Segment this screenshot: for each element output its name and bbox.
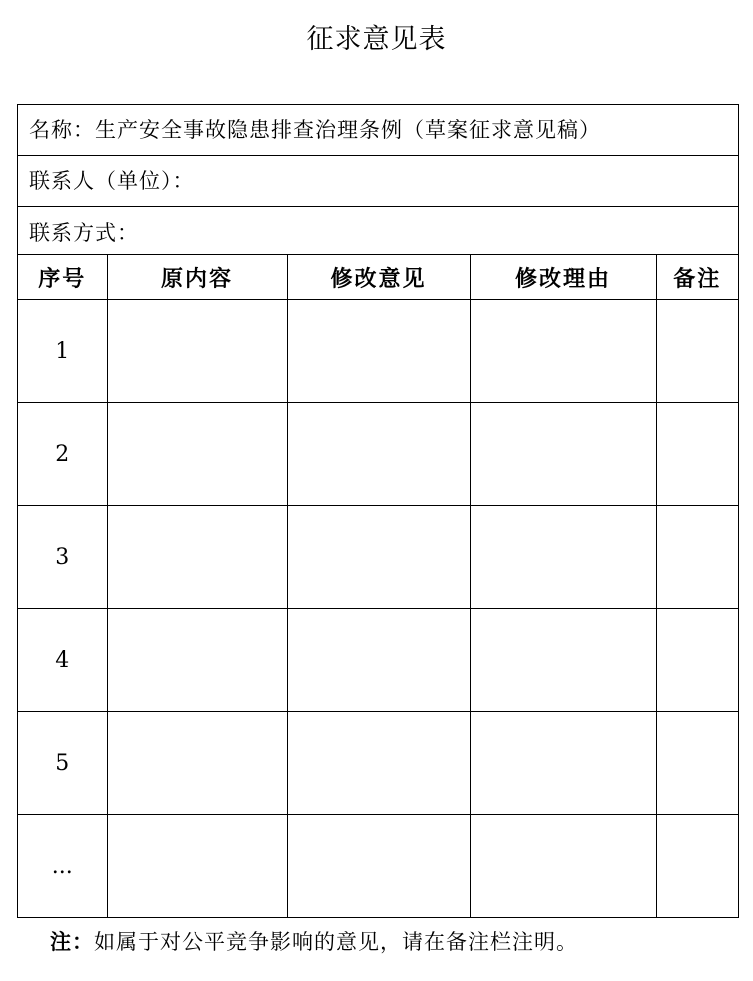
feedback-table xyxy=(18,255,738,917)
cell-original xyxy=(107,712,287,815)
cell-original xyxy=(107,300,287,403)
table-header-row xyxy=(18,255,738,300)
table-row xyxy=(18,403,738,506)
cell-note xyxy=(656,506,738,609)
cell-reason xyxy=(470,609,656,712)
cell-modification xyxy=(287,609,470,712)
cell-note xyxy=(656,300,738,403)
cell-original xyxy=(107,609,287,712)
cell-reason xyxy=(470,300,656,403)
name-row: 名称：生产安全事故隐患排查治理条例（草案征求意见稿） xyxy=(18,105,738,156)
cell-reason xyxy=(470,712,656,815)
cell-note xyxy=(656,609,738,712)
header-reason: 修改理由 xyxy=(470,255,656,300)
header-seq: 序号 xyxy=(18,255,107,300)
cell-modification xyxy=(287,403,470,506)
cell-seq: 4 xyxy=(18,609,107,712)
cell-modification xyxy=(287,712,470,815)
cell-original xyxy=(107,815,287,918)
feedback-form xyxy=(17,104,739,918)
page-title: 征求意见表 xyxy=(306,24,447,55)
footnote-label: 注： xyxy=(50,929,94,954)
cell-original xyxy=(107,506,287,609)
table-row xyxy=(18,609,738,712)
header-original-content: 原内容 xyxy=(107,255,287,300)
cell-reason xyxy=(470,403,656,506)
cell-note xyxy=(656,712,738,815)
header-note: 备注 xyxy=(656,255,738,300)
cell-seq: 5 xyxy=(18,712,107,815)
table-row xyxy=(18,300,738,403)
cell-modification xyxy=(287,815,470,918)
cell-seq: 2 xyxy=(18,403,107,506)
table-row xyxy=(18,506,738,609)
cell-original xyxy=(107,403,287,506)
cell-seq: 3 xyxy=(18,506,107,609)
cell-reason xyxy=(470,506,656,609)
cell-note xyxy=(656,403,738,506)
table-row xyxy=(18,712,738,815)
cell-note xyxy=(656,815,738,918)
header-modification: 修改意见 xyxy=(287,255,470,300)
contact-person-row: 联系人（单位）： xyxy=(18,156,738,207)
cell-seq: ... xyxy=(18,815,107,918)
footnote xyxy=(50,924,578,960)
cell-seq: 1 xyxy=(18,300,107,403)
table-row xyxy=(18,815,738,918)
cell-reason xyxy=(470,815,656,918)
cell-modification xyxy=(287,300,470,403)
cell-modification xyxy=(287,506,470,609)
footnote-text: 如属于对公平竞争影响的意见，请在备注栏注明。 xyxy=(94,930,578,954)
contact-method-row: 联系方式： xyxy=(18,207,738,255)
